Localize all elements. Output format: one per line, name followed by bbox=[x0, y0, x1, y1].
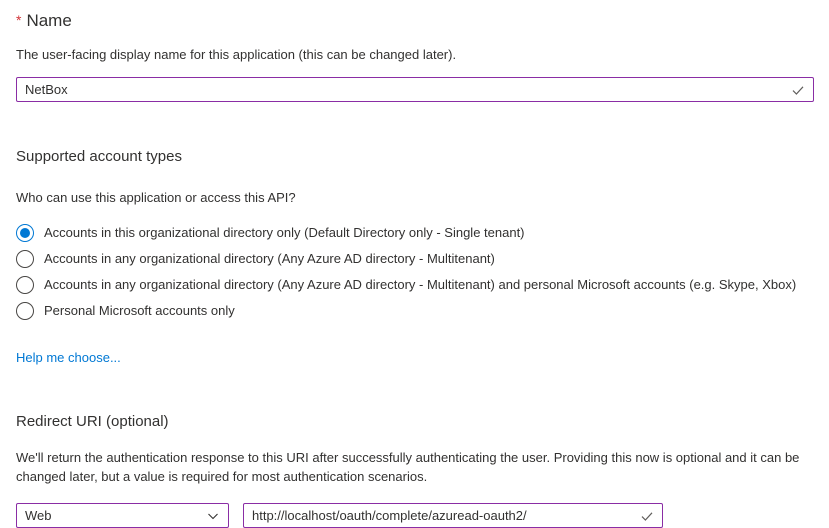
radio-button-icon[interactable] bbox=[16, 302, 34, 320]
redirect-uri-description: We'll return the authentication response to this URI after successfully authenticating the user. Providing this now is optional and it can be changed later, but a value is required for most authentication scenarios. bbox=[16, 450, 800, 484]
redirect-uri-section bbox=[16, 411, 814, 528]
help-me-choose-link[interactable]: Help me choose... bbox=[16, 350, 121, 365]
account-type-options bbox=[16, 220, 814, 324]
account-type-option-label: Accounts in this organizational directory only (Default Directory only - Single tenant) bbox=[44, 225, 525, 240]
platform-select-value: Web bbox=[25, 508, 52, 523]
account-type-option[interactable] bbox=[16, 272, 814, 298]
account-type-option-label: Accounts in any organizational directory (Any Azure AD directory - Multitenant) and personal Microsoft accounts (e.g. Skype, Xbox) bbox=[44, 277, 797, 292]
required-asterisk: * bbox=[16, 12, 22, 28]
radio-button-icon[interactable] bbox=[16, 276, 34, 294]
name-field-wrap bbox=[16, 77, 814, 102]
account-types-section bbox=[16, 146, 814, 367]
account-types-title: Supported account types bbox=[16, 148, 182, 165]
account-type-option[interactable] bbox=[16, 246, 814, 272]
name-input[interactable] bbox=[16, 77, 814, 102]
account-type-option-label: Personal Microsoft accounts only bbox=[44, 303, 235, 318]
radio-button-icon[interactable] bbox=[16, 224, 34, 242]
account-types-question: Who can use this application or access this API? bbox=[16, 190, 296, 205]
radio-button-icon[interactable] bbox=[16, 250, 34, 268]
name-section-title bbox=[16, 10, 814, 31]
account-type-option-label: Accounts in any organizational directory (Any Azure AD directory - Multitenant) bbox=[44, 251, 495, 266]
redirect-uri-title: Redirect URI (optional) bbox=[16, 413, 169, 430]
name-title-text: Name bbox=[26, 11, 72, 30]
account-type-option[interactable] bbox=[16, 220, 814, 246]
name-description: The user-facing display name for this application (this can be changed later). bbox=[16, 47, 457, 62]
account-type-option[interactable] bbox=[16, 298, 814, 324]
